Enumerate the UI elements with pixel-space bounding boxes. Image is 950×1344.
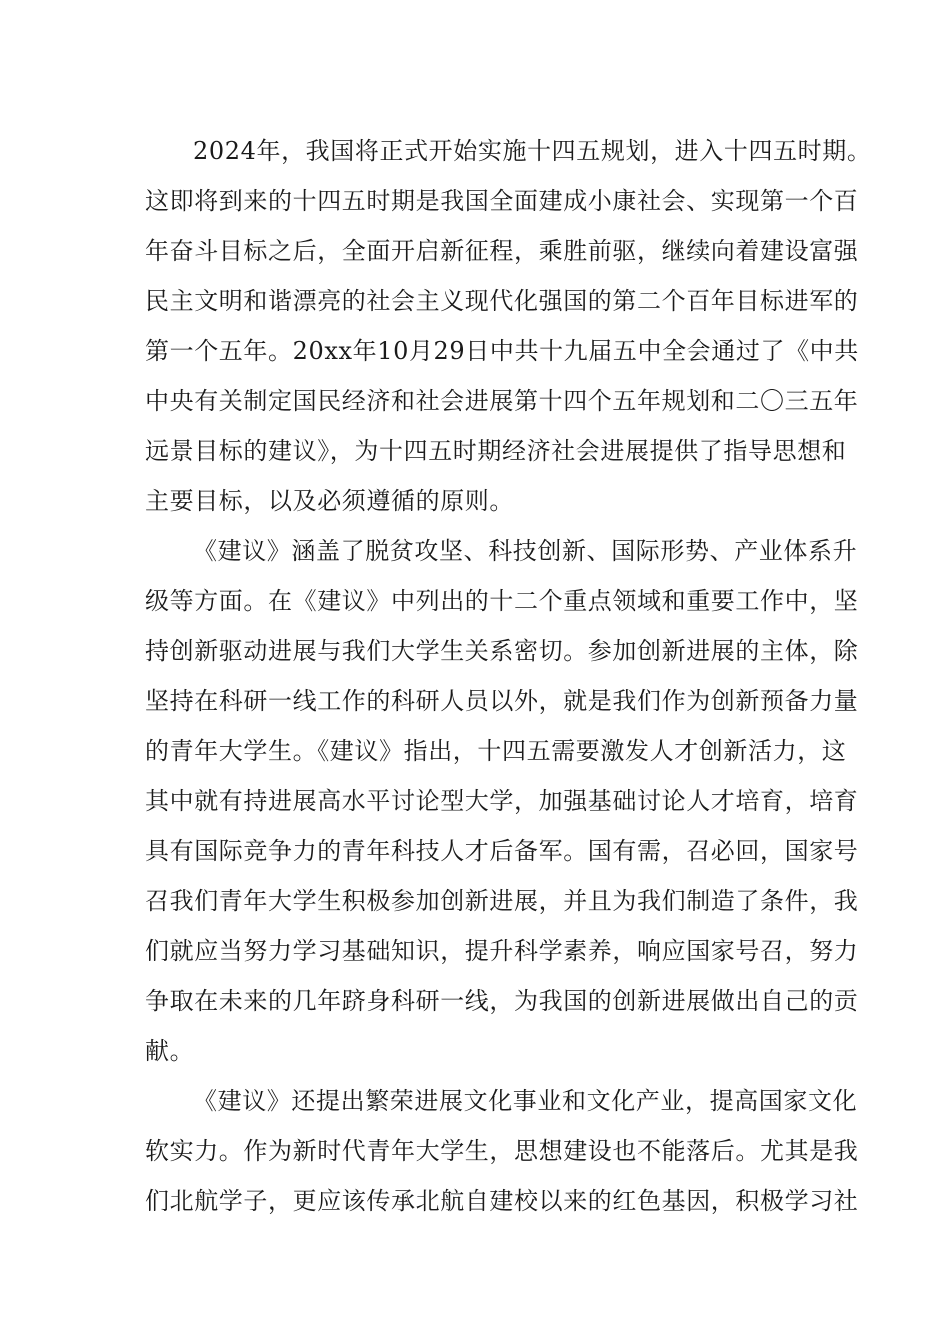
text-line: 具有国际竞争力的青年科技人才后备军。国有需，召必回，国家号: [145, 837, 859, 865]
text-line: 们就应当努力学习基础知识，提升科学素养，响应国家号召，努力: [145, 937, 859, 965]
text-line: 级等方面。在《建议》中列出的十二个重点领域和重要工作中，坚: [145, 587, 859, 615]
text-line: 这即将到来的十四五时期是我国全面建成小康社会、实现第一个百: [145, 187, 859, 215]
text-line: 第一个五年。20xx年10月29日中共十九届五中全会通过了《中共: [145, 337, 859, 365]
text-line: 软实力。作为新时代青年大学生，思想建设也不能落后。尤其是我: [145, 1137, 859, 1165]
paragraph-2: [145, 526, 859, 1076]
text-line: 民主文明和谐漂亮的社会主义现代化强国的第二个百年目标进军的: [145, 287, 859, 315]
text-line: 2024年，我国将正式开始实施十四五规划，进入十四五时期。: [193, 137, 872, 165]
text-line: 召我们青年大学生积极参加创新进展，并且为我们制造了条件，我: [145, 887, 859, 915]
document-body: [145, 126, 872, 1226]
text-line: 持创新驱动进展与我们大学生关系密切。参加创新进展的主体，除: [145, 637, 859, 665]
text-line: 中央有关制定国民经济和社会进展第十四个五年规划和二〇三五年: [145, 387, 859, 415]
paragraph-1: [145, 126, 872, 526]
text-line: 们北航学子，更应该传承北航自建校以来的红色基因，积极学习社: [145, 1187, 859, 1215]
text-line: 远景目标的建议》，为十四五时期经济社会进展提供了指导思想和: [145, 437, 847, 465]
text-line: 《建议》涵盖了脱贫攻坚、科技创新、国际形势、产业体系升: [193, 537, 858, 565]
text-line: 坚持在科研一线工作的科研人员以外，就是我们作为创新预备力量: [145, 687, 859, 715]
text-line: 《建议》还提出繁荣进展文化事业和文化产业，提高国家文化: [193, 1087, 858, 1115]
paragraph-3: [145, 1076, 859, 1226]
text-line: 的青年大学生。《建议》指出，十四五需要激发人才创新活力，这: [145, 737, 847, 765]
text-line: 年奋斗目标之后，全面开启新征程，乘胜前驱，继续向着建设富强: [145, 237, 859, 265]
text-line: 主要目标，以及必须遵循的原则。: [145, 487, 514, 515]
text-line: 其中就有持进展高水平讨论型大学，加强基础讨论人才培育，培育: [145, 787, 859, 815]
text-line: 献。: [145, 1037, 195, 1065]
text-line: 争取在未来的几年跻身科研一线，为我国的创新进展做出自己的贡: [145, 987, 859, 1015]
